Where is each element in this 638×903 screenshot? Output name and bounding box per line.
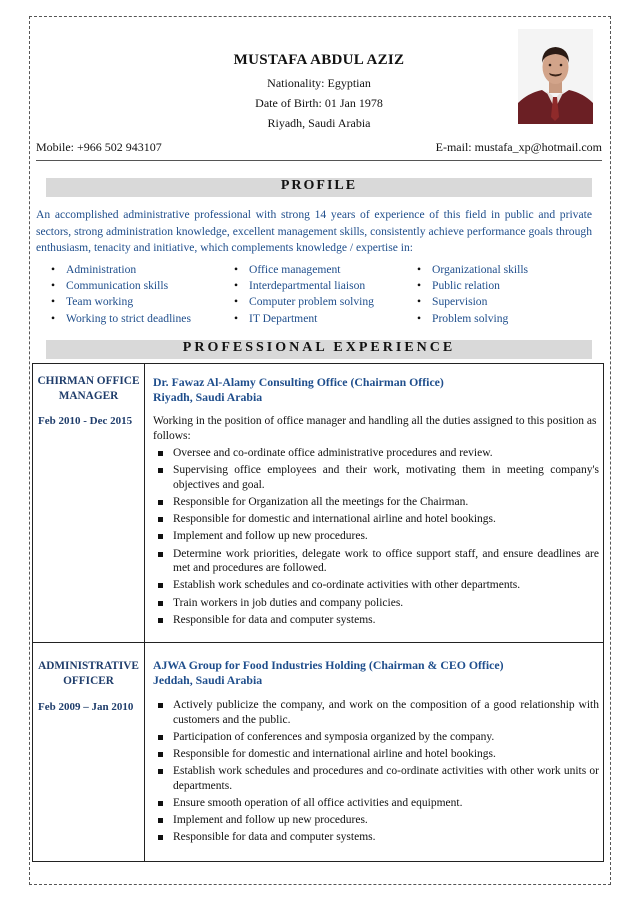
- skill-item: • IT Department: [232, 311, 374, 327]
- duty-item: Implement and follow up new procedures.: [157, 813, 599, 828]
- skill-item: • Office management: [232, 262, 374, 278]
- table-column-divider: [144, 364, 145, 861]
- duty-item: Participation of conferences and symposia organized by the company.: [157, 730, 599, 745]
- job-2-duties: [157, 698, 599, 848]
- date-of-birth: Date of Birth: 01 Jan 1978: [255, 96, 383, 110]
- duty-item: Oversee and co-ordinate office administrative procedures and review.: [157, 446, 599, 461]
- duty-item: Actively publicize the company, and work on the composition of a good relationship with customers and the public.: [157, 698, 599, 727]
- skill-item: • Supervision: [415, 294, 528, 310]
- skill-item: • Organizational skills: [415, 262, 528, 278]
- job-1-title: [33, 374, 144, 404]
- header-divider: [36, 160, 602, 161]
- duty-item: Ensure smooth operation of all office activities and equipment.: [157, 796, 599, 811]
- nationality: Nationality: Egyptian: [267, 76, 371, 90]
- duty-item: Establish work schedules and procedures and co-ordinate activities with other work units or departments.: [157, 764, 599, 793]
- location: Riyadh, Saudi Arabia: [267, 116, 371, 130]
- duty-item: Implement and follow up new procedures.: [157, 529, 599, 544]
- skill-item: • Working to strict deadlines: [49, 311, 191, 327]
- duty-item: Responsible for Organization all the meetings for the Chairman.: [157, 495, 599, 510]
- skill-item: • Administration: [49, 262, 191, 278]
- table-row-divider: [33, 642, 603, 643]
- profile-heading: PROFILE: [46, 178, 592, 197]
- job-title-line: OFFICER: [63, 675, 114, 687]
- job-1-company: [153, 375, 444, 405]
- profile-summary: An accomplished administrative professional with strong 14 years of experience of this field in public and private sectors, strong administration knowledge, excellent management skills, consistently achieve performance goals through enthusiasm, tenacity and initiative, which complements knowledge / expertise in:: [36, 208, 592, 254]
- experience-heading: PROFESSIONAL EXPERIENCE: [46, 340, 592, 359]
- skill-item: • Public relation: [415, 278, 528, 294]
- duty-item: Establish work schedules and co-ordinate activities with other departments.: [157, 578, 599, 593]
- job-1-intro: Working in the position of office manager and handling all the duties assigned to this position as follows:: [153, 415, 597, 442]
- job-2-title: [33, 659, 144, 689]
- duty-item: Responsible for data and computer systems.: [157, 613, 599, 628]
- duty-item: Responsible for domestic and international airline and hotel bookings.: [157, 747, 599, 762]
- job-1-duties: [157, 446, 599, 630]
- company-name: Dr. Fawaz Al-Alamy Consulting Office (Chairman Office): [153, 375, 444, 389]
- email-address: E-mail: mustafa_xp@hotmail.com: [435, 140, 602, 154]
- duty-item: Train workers in job duties and company policies.: [157, 596, 599, 611]
- skills-column-2: [232, 262, 374, 327]
- candidate-name: MUSTAFA ABDUL AZIZ: [233, 52, 405, 68]
- mobile-number: Mobile: +966 502 943107: [36, 140, 162, 154]
- skill-item: • Problem solving: [415, 311, 528, 327]
- duty-item: Determine work priorities, delegate work to office support staff, and ensure deadlines are met and procedures are followed.: [157, 547, 599, 576]
- job-title-line: CHIRMAN OFFICE: [37, 375, 140, 387]
- skill-item: • Computer problem solving: [232, 294, 374, 310]
- job-1-dates: Feb 2010 - Dec 2015: [38, 415, 133, 427]
- skills-column-1: [49, 262, 191, 327]
- company-location: Riyadh, Saudi Arabia: [153, 390, 263, 404]
- duty-item: Responsible for data and computer systems.: [157, 830, 599, 845]
- company-name: AJWA Group for Food Industries Holding (Chairman & CEO Office): [153, 658, 504, 672]
- duty-item: Responsible for domestic and international airline and hotel bookings.: [157, 512, 599, 527]
- skill-item: • Communication skills: [49, 278, 191, 294]
- company-location: Jeddah, Saudi Arabia: [153, 673, 263, 687]
- skills-column-3: [415, 262, 528, 327]
- skill-item: • Team working: [49, 294, 191, 310]
- job-title-line: MANAGER: [58, 390, 119, 402]
- job-2-company: [153, 658, 504, 688]
- profile-photo: [518, 29, 593, 124]
- job-title-line: ADMINISTRATIVE: [38, 660, 139, 672]
- skill-item: • Interdepartmental liaison: [232, 278, 374, 294]
- duty-item: Supervising office employees and their work, motivating them in meeting company's objectives and goal.: [157, 463, 599, 492]
- job-2-dates: Feb 2009 – Jan 2010: [38, 701, 134, 713]
